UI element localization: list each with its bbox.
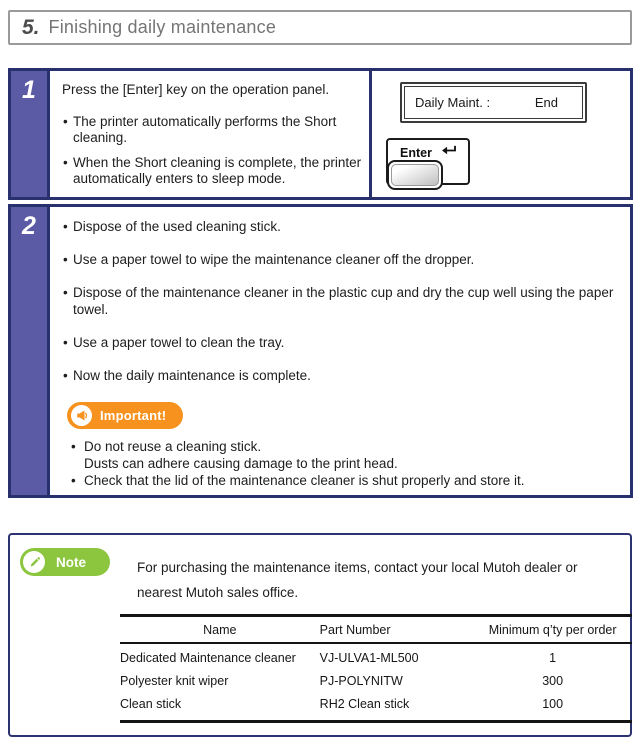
cell-min-qty: 100 xyxy=(473,692,632,722)
cell-name: Polyester knit wiper xyxy=(120,674,229,688)
important-item: • Check that the lid of the maintenance cleaner is shut properly and store it. xyxy=(71,472,620,489)
lcd-display-inner xyxy=(404,86,583,119)
cell-min-qty: 300 xyxy=(542,674,564,688)
column-header: Minimum q’ty per order xyxy=(473,616,632,644)
section-number: 5. xyxy=(22,15,40,39)
pencil-icon xyxy=(23,551,45,573)
note-badge xyxy=(20,548,110,576)
lcd-display xyxy=(400,82,587,123)
page-title: Finishing daily maintenance xyxy=(48,17,277,37)
lcd-label: Daily Maint. : xyxy=(415,95,491,110)
bullet-item: • Use a paper towel to clean the tray. xyxy=(62,334,620,351)
enter-key-button xyxy=(387,160,443,190)
enter-key-label: Enter xyxy=(400,146,432,160)
table-row xyxy=(120,643,632,669)
parts-table xyxy=(120,614,632,723)
enter-key-button-face xyxy=(391,164,439,186)
bullet-item: • Now the daily maintenance is complete. xyxy=(62,367,620,384)
important-item-subtext: Dusts can adhere causing damage to the print head. xyxy=(84,456,398,471)
cell-name: Clean stick xyxy=(120,692,320,722)
section-header xyxy=(8,10,632,45)
step-instruction: Press the [Enter] key on the operation panel. xyxy=(62,82,330,97)
important-label: Important! xyxy=(100,408,167,423)
table-row xyxy=(120,669,632,692)
step-1-text xyxy=(50,71,369,197)
table-row xyxy=(120,692,632,722)
step-1-bullets xyxy=(62,114,363,188)
cell-part-number: PJ-POLYNITW xyxy=(319,674,403,688)
megaphone-icon xyxy=(71,405,92,426)
column-header: Name xyxy=(120,616,320,644)
important-list xyxy=(71,438,620,489)
bullet-item: • When the Short cleaning is complete, the printer automatically enters to sleep mode. xyxy=(62,155,363,188)
bullet-item: • Use a paper towel to wipe the maintenance cleaner off the dropper. xyxy=(62,251,620,268)
step-1-illustration-panel xyxy=(369,71,630,197)
note-box xyxy=(8,533,632,737)
important-badge xyxy=(67,402,183,429)
column-header: Part Number xyxy=(320,616,474,644)
step-number: 1 xyxy=(22,76,36,104)
step-2-text xyxy=(50,207,630,495)
bullet-item: • Dispose of the maintenance cleaner in the plastic cup and dry the cup well using the paper towel. xyxy=(62,284,620,318)
lcd-value: End xyxy=(534,95,558,110)
step-2-box xyxy=(8,204,633,498)
step-1-number-column xyxy=(11,71,50,197)
enter-arrow-icon xyxy=(439,144,458,162)
step-number: 2 xyxy=(22,212,36,240)
enter-key-illustration xyxy=(386,138,470,185)
cell-name: Dedicated Maintenance cleaner xyxy=(120,651,296,665)
cell-part-number: VJ-ULVA1-ML500 xyxy=(319,651,419,665)
important-item: • Do not reuse a cleaning stick. xyxy=(71,438,620,455)
bullet-item: • The printer automatically performs the Short cleaning. xyxy=(62,114,363,147)
step-1-box xyxy=(8,68,633,200)
cell-part-number: RH2 Clean stick xyxy=(320,692,474,722)
step-2-number-column xyxy=(11,207,50,495)
step-2-bullets xyxy=(62,218,620,384)
note-text: For purchasing the maintenance items, contact your local Mutoh dealer or nearest Mutoh sales office. xyxy=(137,560,578,600)
bullet-item: • Dispose of the used cleaning stick. xyxy=(62,218,620,235)
parts-table-header xyxy=(120,616,632,644)
note-label: Note xyxy=(56,554,86,570)
cell-min-qty: 1 xyxy=(549,651,557,665)
